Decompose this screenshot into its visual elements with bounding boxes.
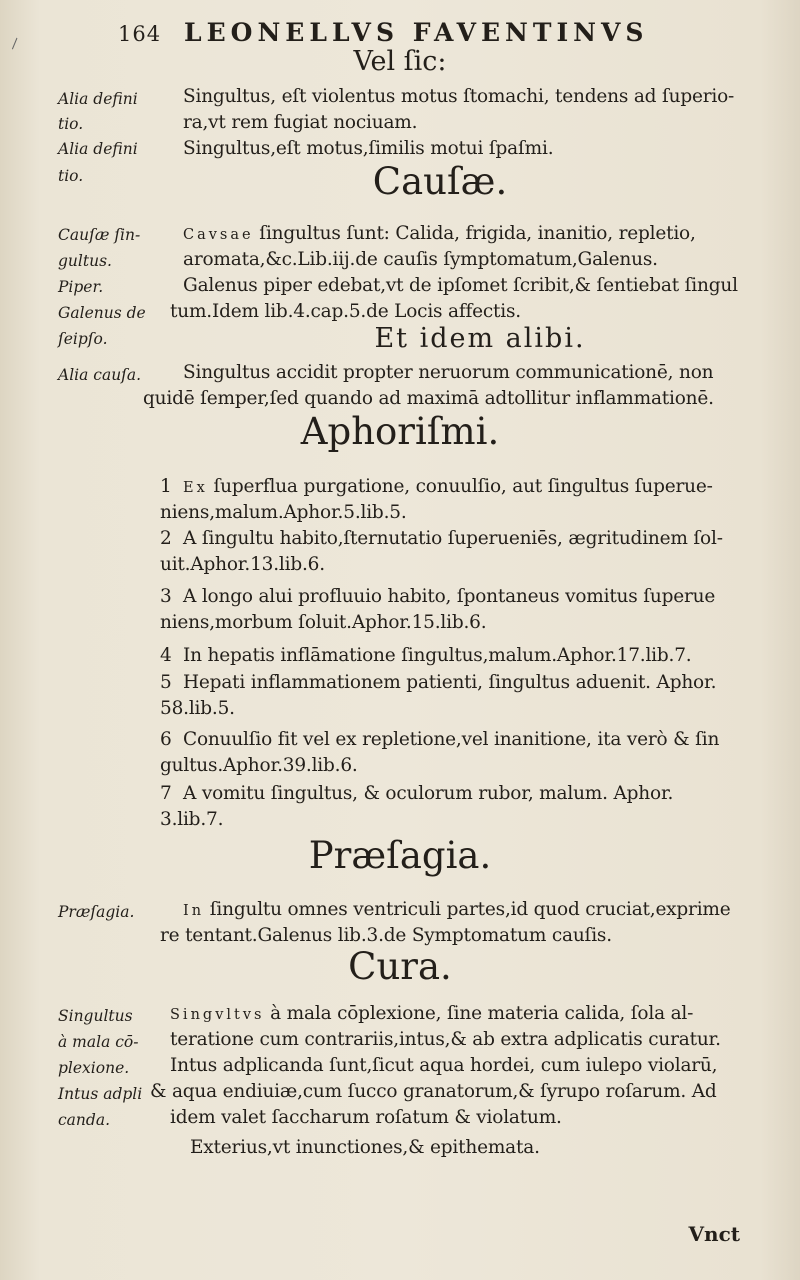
margin-note-singultus: Singultus (58, 1007, 133, 1025)
margin-note-plexione: plexione. (58, 1059, 130, 1077)
text-line: quidē ſemper,ſed quando ad maximā adtollitur inflammationē. (143, 388, 714, 409)
aphorism-number: 1 (160, 476, 172, 497)
text-line: niens,morbum ſoluit.Aphor.15.lib.6. (160, 612, 487, 633)
text-line: tum.Idem lib.4.cap.5.de Locis affectis. (170, 301, 521, 322)
text-line: Galenus piper edebat,vt de ipſomet ſcribit,& ſentiebat ſingul (183, 275, 738, 296)
text-line: In hepatis inflāmatione ſingultus,malum.Aphor.17.lib.7. (183, 645, 692, 666)
text-line: teratione cum contrariis,intus,& ab extra adplicatis curatur. (170, 1029, 721, 1050)
text-line: Singultus accidit propter neruorum communicationē, non (183, 362, 714, 383)
text-line (183, 899, 731, 920)
text-line: Exterius,vt inunctiones,& epithemata. (190, 1137, 540, 1158)
text-line: niens,malum.Aphor.5.lib.5. (160, 502, 407, 523)
margin-note-causae-singultus-cont: gultus. (58, 252, 112, 270)
text-line: A ſingultu habito,ſternutatio ſuperueniēs, ægritudinem ſol- (183, 528, 723, 549)
text-line: Intus adplicanda ſunt,ſicut aqua hordei, cum iulepo violarū, (170, 1055, 718, 1076)
text-line (170, 1003, 693, 1024)
aphorism-number: 7 (160, 783, 172, 804)
text-line: aromata,&c.Lib.iij.de cauſis ſymptomatum,Galenus. (183, 249, 658, 270)
aphorism-number: 2 (160, 528, 172, 549)
scan-mark: \ (7, 36, 22, 52)
margin-note-alia-causa: Alia cauſa. (58, 366, 142, 384)
text-line (183, 476, 713, 497)
aphorism-number: 6 (160, 729, 172, 750)
text-line: idem valet ſaccharum roſatum & violatum. (170, 1107, 562, 1128)
text-line: A vomitu ſingultus, & oculorum rubor, malum. Aphor. (183, 783, 674, 804)
margin-note-alia-definitio-cont: tio. (58, 115, 84, 133)
text-line: re tentant.Galenus lib.3.de Symptomatum cauſis. (160, 925, 612, 946)
margin-note-canda: canda. (58, 1111, 110, 1129)
margin-note-a-mala: à mala cō- (58, 1033, 139, 1051)
text-line: gultus.Aphor.39.lib.6. (160, 755, 358, 776)
page-number: 164 (118, 22, 162, 46)
margin-note-alia-definitio-2-cont: tio. (58, 167, 84, 185)
text-line: Conuulſio fit vel ex repletione,vel inanitione, ita verò & ſin (183, 729, 720, 750)
small-caps-word: Singvltvs (170, 1007, 265, 1023)
heading-vel-sic: Vel ſic: (353, 46, 447, 77)
text-span: ſingultu omnes ventriculi partes,id quod cruciat,exprime (209, 899, 731, 920)
text-line: Hepati inflammationem patienti, ſingultus aduenit. Aphor. (183, 672, 717, 693)
text-line: Singultus,eſt motus,ſimilis motui ſpaſmi. (183, 138, 554, 159)
small-caps-word: Cavsae (183, 227, 254, 243)
text-span: ſingultus ſunt: Calida, frigida, inanitio, repletio, (259, 223, 696, 244)
running-title: LEONELLVS FAVENTINVS (184, 18, 649, 47)
text-span: ſuperflua purgatione, conuulſio, aut ſingultus ſuperue- (213, 476, 713, 497)
text-line: ra,vt rem fugiat nociuam. (183, 112, 418, 133)
catchword: Vnct (688, 1222, 740, 1246)
text-line: 3.lib.7. (160, 809, 224, 830)
text-line: uit.Aphor.13.lib.6. (160, 554, 325, 575)
margin-note-galenus-de-seipso: Galenus de (58, 304, 146, 322)
margin-note-piper: Piper. (58, 278, 104, 296)
heading-cura: Cura. (348, 945, 452, 988)
margin-note-causae-singultus: Cauſæ ſin- (58, 226, 141, 244)
heading-praesagia: Præſagia. (308, 834, 492, 877)
margin-note-galenus-de-seipso-cont: ſeipſo. (58, 330, 108, 348)
text-span: à mala cōplexione, ſine materia calida, ſola al- (270, 1003, 694, 1024)
margin-note-alia-definitio-2: Alia defini (58, 140, 138, 158)
heading-causae: Cauſæ. (372, 160, 508, 203)
margin-note-alia-definitio: Alia defini (58, 90, 138, 108)
aphorism-number: 4 (160, 645, 172, 666)
text-line: & aqua endiuiæ,cum ſucco granatorum,& ſyrupo roſarum. Ad (150, 1081, 717, 1102)
text-line: A longo alui profluuio habito, ſpontaneus vomitus ſuperue (183, 586, 716, 607)
small-caps-word: Ex (183, 480, 208, 496)
small-caps-word: In (183, 903, 205, 919)
margin-note-intus-adpli: Intus adpli (58, 1085, 143, 1103)
text-line: 58.lib.5. (160, 698, 235, 719)
margin-note-praesagia: Præſagia. (58, 903, 135, 921)
aphorism-number: 3 (160, 586, 172, 607)
page-header (118, 18, 648, 47)
heading-aphorismi: Aphoriſmi. (300, 410, 500, 453)
aphorism-number: 5 (160, 672, 172, 693)
heading-et-idem-alibi: Et idem alibi. (374, 323, 586, 354)
text-line: Singultus, eſt violentus motus ſtomachi, tendens ad ſuperio- (183, 86, 735, 107)
text-line (183, 223, 696, 244)
